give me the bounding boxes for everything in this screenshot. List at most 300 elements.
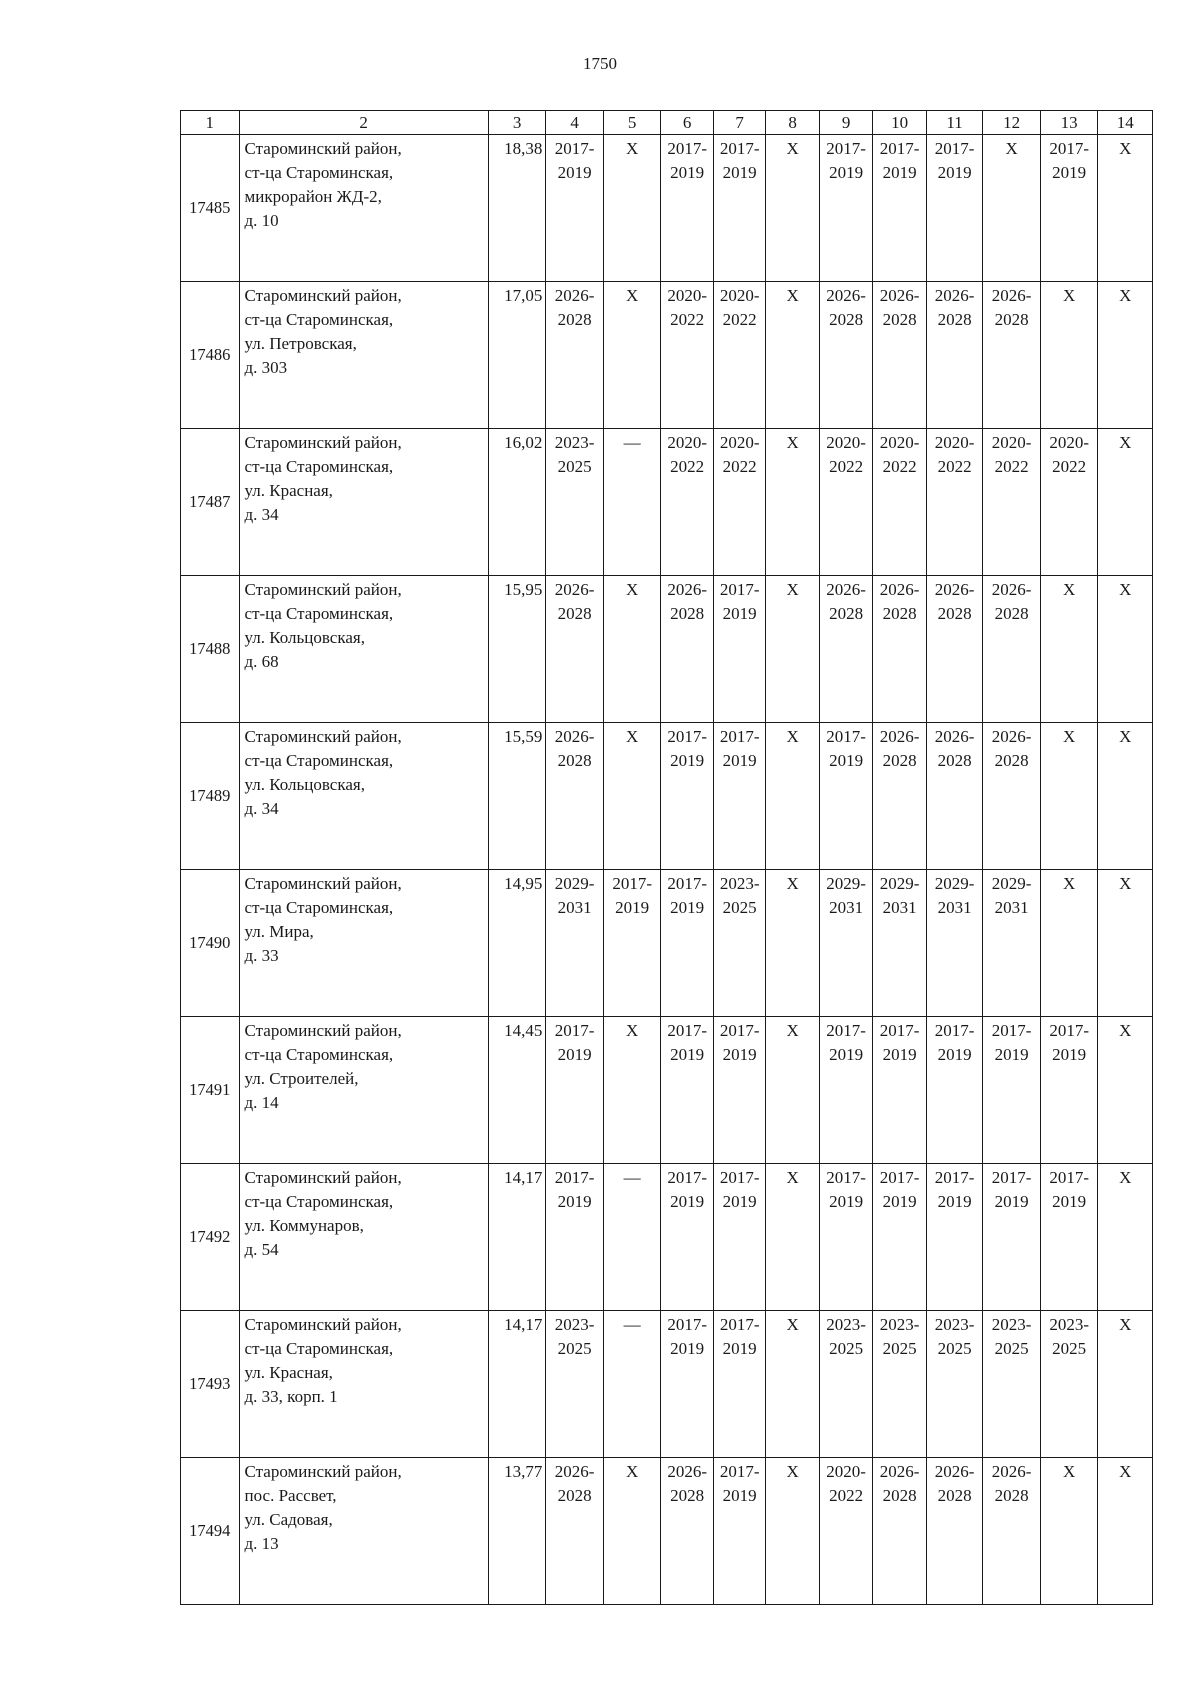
period-cell-col-8 <box>766 1164 819 1311</box>
table-row <box>181 576 1153 723</box>
period-text: 2017- <box>879 1168 920 1187</box>
table-row <box>181 1311 1153 1458</box>
period-text: 2026- <box>991 286 1032 305</box>
period-text: 2017- <box>719 1462 760 1481</box>
period-cell-col-13 <box>1040 1458 1098 1605</box>
period-cell-col-14 <box>1098 1311 1153 1458</box>
period-text: X <box>786 727 799 746</box>
period-cell-col-7 <box>713 723 765 870</box>
period-cell-col-12 <box>983 576 1041 723</box>
period-text: X <box>786 1315 799 1334</box>
period-text: 2023- <box>934 1315 975 1334</box>
period-cell-col-8 <box>766 870 819 1017</box>
period-cell-col-8 <box>766 723 819 870</box>
period-cell-col-13 <box>1040 135 1098 282</box>
period-text: 2019 <box>882 1192 917 1211</box>
period-text: 2017- <box>934 139 975 158</box>
period-text: X <box>1119 1462 1132 1481</box>
period-text: 2022 <box>722 310 757 329</box>
period-text: 2017- <box>667 1021 707 1040</box>
address-line: ул. Мира, <box>244 922 314 941</box>
address-line: д. 34 <box>244 505 279 524</box>
address-line: ст-ца Староминская, <box>244 310 394 329</box>
period-cell-col-14 <box>1098 723 1153 870</box>
period-text: 2028 <box>994 1486 1029 1505</box>
period-text: 2020- <box>719 433 760 452</box>
row-number: 17494 <box>181 1458 240 1605</box>
period-text: 2017- <box>991 1021 1032 1040</box>
period-text: 2019 <box>1052 1045 1087 1064</box>
period-text: 2019 <box>670 1339 705 1358</box>
period-cell-col-13 <box>1040 576 1098 723</box>
period-cell-col-9 <box>819 1017 872 1164</box>
period-text: X <box>1063 727 1076 746</box>
period-text: 2029- <box>934 874 975 893</box>
period-cell-col-6 <box>661 135 713 282</box>
period-cell-col-9 <box>819 870 872 1017</box>
row-number: 17490 <box>181 870 240 1017</box>
period-cell-col-6 <box>661 1458 713 1605</box>
period-text: 2017- <box>934 1168 975 1187</box>
period-cell-col-6 <box>661 1017 713 1164</box>
period-cell-col-14 <box>1098 870 1153 1017</box>
row-number: 17493 <box>181 1311 240 1458</box>
register-table <box>180 110 1153 1605</box>
period-text: 2028 <box>937 751 972 770</box>
address-line: д. 54 <box>244 1240 279 1259</box>
period-text: 2017- <box>667 727 707 746</box>
address-line: ул. Кольцовская, <box>244 775 365 794</box>
address-cell <box>239 135 488 282</box>
period-cell-col-6 <box>661 1164 713 1311</box>
period-cell-col-5 <box>603 1164 661 1311</box>
period-text: 2029- <box>879 874 920 893</box>
period-cell-col-6 <box>661 429 713 576</box>
period-text: 2017- <box>826 139 866 158</box>
period-text: 2019 <box>557 1045 592 1064</box>
address-cell <box>239 576 488 723</box>
period-text: 2026- <box>934 727 975 746</box>
period-cell-col-12 <box>983 429 1041 576</box>
period-text: 2028 <box>670 604 705 623</box>
period-cell-col-5 <box>603 576 661 723</box>
period-text: 2022 <box>1052 457 1087 476</box>
period-text: 2031 <box>557 898 592 917</box>
row-number: 17487 <box>181 429 240 576</box>
period-text: 2019 <box>722 1486 757 1505</box>
address-line: ст-ца Староминская, <box>244 163 394 182</box>
period-text: 2017- <box>879 1021 920 1040</box>
period-text: 2026- <box>667 1462 707 1481</box>
period-cell-col-11 <box>926 429 983 576</box>
period-text: 2017- <box>719 1021 760 1040</box>
period-text: 2017- <box>826 1021 866 1040</box>
address-line: д. 68 <box>244 652 279 671</box>
address-line: Староминский район, <box>244 1168 402 1187</box>
area-cell: 14,17 <box>488 1164 546 1311</box>
period-cell-col-14 <box>1098 1458 1153 1605</box>
period-text: 2017- <box>667 1315 707 1334</box>
period-cell-col-12 <box>983 135 1041 282</box>
period-cell-col-11 <box>926 282 983 429</box>
period-cell-col-10 <box>873 723 926 870</box>
period-cell-col-9 <box>819 1458 872 1605</box>
address-line: ст-ца Староминская, <box>244 457 394 476</box>
period-text: 2020- <box>991 433 1032 452</box>
period-text: 2019 <box>722 1339 757 1358</box>
period-text: 2019 <box>829 1192 864 1211</box>
address-line: микрорайон ЖД-2, <box>244 187 382 206</box>
period-text: 2017- <box>826 1168 866 1187</box>
period-text: 2019 <box>937 1045 972 1064</box>
period-text: X <box>626 139 639 158</box>
table-row <box>181 1164 1153 1311</box>
period-text: 2017- <box>667 139 707 158</box>
period-text: X <box>786 1462 799 1481</box>
period-text: 2019 <box>829 163 864 182</box>
period-text: 2019 <box>1052 1192 1087 1211</box>
column-header-row <box>181 111 1153 135</box>
period-text: 2019 <box>994 1192 1029 1211</box>
address-cell <box>239 429 488 576</box>
period-text: X <box>1119 1021 1132 1040</box>
column-header-7: 7 <box>713 111 765 135</box>
period-cell-col-5 <box>603 135 661 282</box>
address-line: д. 33 <box>244 946 279 965</box>
period-text: 2026- <box>667 580 707 599</box>
address-line: ул. Красная, <box>244 1363 333 1382</box>
period-cell-col-10 <box>873 429 926 576</box>
period-cell-col-13 <box>1040 723 1098 870</box>
period-cell-col-5 <box>603 870 661 1017</box>
period-text: 2017- <box>719 580 760 599</box>
period-cell-col-12 <box>983 1164 1041 1311</box>
period-text: 2017- <box>826 727 866 746</box>
period-cell-col-13 <box>1040 870 1098 1017</box>
period-text: 2026- <box>934 1462 975 1481</box>
period-text: 2017- <box>554 1168 595 1187</box>
period-text: X <box>786 580 799 599</box>
period-cell-col-10 <box>873 1458 926 1605</box>
period-text: 2025 <box>882 1339 917 1358</box>
area-cell: 15,95 <box>488 576 546 723</box>
address-line: Староминский район, <box>244 874 402 893</box>
area-cell: 15,59 <box>488 723 546 870</box>
period-cell-col-14 <box>1098 1164 1153 1311</box>
period-text: 2023- <box>991 1315 1032 1334</box>
period-text: 2028 <box>557 604 592 623</box>
period-text: 2019 <box>1052 163 1087 182</box>
table-row <box>181 1458 1153 1605</box>
period-cell-col-8 <box>766 576 819 723</box>
table-row <box>181 429 1153 576</box>
period-text: X <box>1119 580 1132 599</box>
period-text: — <box>623 1315 641 1334</box>
period-text: 2019 <box>722 1045 757 1064</box>
period-text: 2026- <box>879 286 920 305</box>
period-cell-col-9 <box>819 1311 872 1458</box>
period-text: X <box>1119 1315 1132 1334</box>
period-cell-col-13 <box>1040 1017 1098 1164</box>
period-text: 2023- <box>879 1315 920 1334</box>
period-text: X <box>626 580 639 599</box>
address-line: Староминский район, <box>244 1315 402 1334</box>
period-text: 2026- <box>934 286 975 305</box>
period-cell-col-4 <box>546 1164 604 1311</box>
period-cell-col-6 <box>661 282 713 429</box>
column-header-3: 3 <box>488 111 546 135</box>
table-row <box>181 723 1153 870</box>
period-text: 2023- <box>554 1315 595 1334</box>
area-cell: 13,77 <box>488 1458 546 1605</box>
address-cell <box>239 1458 488 1605</box>
period-text: 2017- <box>554 139 595 158</box>
address-line: Староминский район, <box>244 433 402 452</box>
period-cell-col-12 <box>983 723 1041 870</box>
address-line: ул. Красная, <box>244 481 333 500</box>
period-cell-col-14 <box>1098 576 1153 723</box>
period-text: 2019 <box>670 1192 705 1211</box>
period-text: — <box>623 433 641 452</box>
period-cell-col-9 <box>819 135 872 282</box>
period-text: 2019 <box>829 751 864 770</box>
period-cell-col-5 <box>603 1458 661 1605</box>
period-cell-col-4 <box>546 429 604 576</box>
period-cell-col-14 <box>1098 1017 1153 1164</box>
table-row <box>181 135 1153 282</box>
period-text: 2017- <box>667 1168 707 1187</box>
period-text: 2019 <box>615 898 650 917</box>
period-text: 2028 <box>829 310 864 329</box>
period-text: 2031 <box>937 898 972 917</box>
period-text: 2028 <box>557 310 592 329</box>
period-cell-col-12 <box>983 282 1041 429</box>
address-line: д. 33, корп. 1 <box>244 1387 338 1406</box>
period-cell-col-10 <box>873 1017 926 1164</box>
period-text: X <box>786 286 799 305</box>
period-text: 2026- <box>826 286 866 305</box>
period-cell-col-12 <box>983 1017 1041 1164</box>
address-line: ст-ца Староминская, <box>244 1192 394 1211</box>
period-cell-col-10 <box>873 1311 926 1458</box>
period-text: 2017- <box>719 1315 760 1334</box>
column-header-8: 8 <box>766 111 819 135</box>
period-cell-col-5 <box>603 723 661 870</box>
address-line: д. 303 <box>244 358 288 377</box>
period-text: 2020- <box>826 433 866 452</box>
period-text: X <box>626 1462 639 1481</box>
period-text: 2026- <box>934 580 975 599</box>
period-text: 2029- <box>991 874 1032 893</box>
period-text: 2031 <box>829 898 864 917</box>
period-cell-col-7 <box>713 576 765 723</box>
address-line: пос. Рассвет, <box>244 1486 337 1505</box>
period-cell-col-4 <box>546 135 604 282</box>
period-text: 2017- <box>1049 1168 1089 1187</box>
period-cell-col-4 <box>546 1458 604 1605</box>
period-text: 2028 <box>994 310 1029 329</box>
period-text: X <box>1119 139 1132 158</box>
period-text: 2020- <box>667 433 707 452</box>
period-text: 2026- <box>554 1462 595 1481</box>
period-text: 2026- <box>991 727 1032 746</box>
period-cell-col-6 <box>661 723 713 870</box>
period-cell-col-7 <box>713 1458 765 1605</box>
period-cell-col-12 <box>983 1458 1041 1605</box>
period-text: 2026- <box>879 1462 920 1481</box>
period-cell-col-11 <box>926 1164 983 1311</box>
column-header-13: 13 <box>1040 111 1098 135</box>
area-cell: 14,17 <box>488 1311 546 1458</box>
period-text: 2026- <box>826 580 866 599</box>
period-text: 2025 <box>1052 1339 1087 1358</box>
column-header-12: 12 <box>983 111 1041 135</box>
row-number: 17492 <box>181 1164 240 1311</box>
address-line: д. 10 <box>244 211 279 230</box>
address-line: д. 34 <box>244 799 279 818</box>
period-text: 2022 <box>670 457 705 476</box>
address-line: ул. Садовая, <box>244 1510 333 1529</box>
period-text: 2019 <box>829 1045 864 1064</box>
address-cell <box>239 870 488 1017</box>
period-text: 2020- <box>1049 433 1089 452</box>
period-text: 2028 <box>670 1486 705 1505</box>
address-line: ст-ца Староминская, <box>244 751 394 770</box>
period-text: 2019 <box>994 1045 1029 1064</box>
period-text: 2022 <box>829 1486 864 1505</box>
address-cell <box>239 723 488 870</box>
period-cell-col-6 <box>661 870 713 1017</box>
address-line: Староминский район, <box>244 580 402 599</box>
address-line: Староминский район, <box>244 286 402 305</box>
period-text: X <box>626 727 639 746</box>
address-line: ст-ца Староминская, <box>244 604 394 623</box>
row-number: 17486 <box>181 282 240 429</box>
period-cell-col-12 <box>983 1311 1041 1458</box>
period-cell-col-11 <box>926 1458 983 1605</box>
period-text: X <box>626 1021 639 1040</box>
period-text: 2019 <box>882 1045 917 1064</box>
period-text: 2029- <box>554 874 595 893</box>
period-cell-col-5 <box>603 429 661 576</box>
period-text: X <box>786 139 799 158</box>
table-row <box>181 870 1153 1017</box>
period-text: X <box>786 1021 799 1040</box>
period-text: 2022 <box>829 457 864 476</box>
period-cell-col-8 <box>766 135 819 282</box>
column-header-11: 11 <box>926 111 983 135</box>
period-cell-col-8 <box>766 1311 819 1458</box>
period-cell-col-7 <box>713 1311 765 1458</box>
period-cell-col-10 <box>873 576 926 723</box>
period-text: 2019 <box>722 751 757 770</box>
row-number: 17488 <box>181 576 240 723</box>
period-cell-col-11 <box>926 723 983 870</box>
period-text: X <box>1119 1168 1132 1187</box>
address-cell <box>239 1017 488 1164</box>
period-cell-col-4 <box>546 1017 604 1164</box>
period-text: 2019 <box>722 1192 757 1211</box>
period-text: X <box>1063 1462 1076 1481</box>
table-row <box>181 282 1153 429</box>
period-text: 2025 <box>557 1339 592 1358</box>
period-text: 2019 <box>882 163 917 182</box>
period-text: 2031 <box>994 898 1029 917</box>
column-header-10: 10 <box>873 111 926 135</box>
period-cell-col-7 <box>713 135 765 282</box>
period-cell-col-7 <box>713 1017 765 1164</box>
period-text: 2028 <box>937 604 972 623</box>
period-text: 2023- <box>554 433 595 452</box>
period-text: 2028 <box>882 310 917 329</box>
period-text: 2017- <box>879 139 920 158</box>
period-cell-col-4 <box>546 870 604 1017</box>
period-text: 2019 <box>722 163 757 182</box>
period-text: 2025 <box>994 1339 1029 1358</box>
table-row <box>181 1017 1153 1164</box>
period-cell-col-9 <box>819 429 872 576</box>
period-text: 2025 <box>829 1339 864 1358</box>
period-text: 2019 <box>937 1192 972 1211</box>
period-text: 2031 <box>882 898 917 917</box>
area-cell: 16,02 <box>488 429 546 576</box>
period-cell-col-5 <box>603 1017 661 1164</box>
period-text: 2029- <box>826 874 866 893</box>
period-text: 2017- <box>719 139 760 158</box>
period-cell-col-14 <box>1098 282 1153 429</box>
row-number: 17489 <box>181 723 240 870</box>
address-line: Староминский район, <box>244 727 402 746</box>
period-cell-col-14 <box>1098 429 1153 576</box>
period-text: 2026- <box>991 1462 1032 1481</box>
period-text: 2017- <box>991 1168 1032 1187</box>
period-cell-col-6 <box>661 1311 713 1458</box>
period-cell-col-13 <box>1040 429 1098 576</box>
period-text: 2019 <box>670 163 705 182</box>
column-header-14: 14 <box>1098 111 1153 135</box>
period-text: — <box>623 1168 641 1187</box>
period-text: 2020- <box>826 1462 866 1481</box>
address-line: Староминский район, <box>244 1021 402 1040</box>
period-text: 2028 <box>882 751 917 770</box>
period-text: 2019 <box>557 163 592 182</box>
period-cell-col-8 <box>766 1017 819 1164</box>
table-body <box>181 111 1153 1605</box>
period-text: 2017- <box>667 874 707 893</box>
period-cell-col-13 <box>1040 1164 1098 1311</box>
period-cell-col-9 <box>819 282 872 429</box>
address-cell <box>239 1164 488 1311</box>
period-text: 2026- <box>554 727 595 746</box>
column-header-4: 4 <box>546 111 604 135</box>
period-cell-col-7 <box>713 1164 765 1311</box>
period-text: 2019 <box>557 1192 592 1211</box>
period-cell-col-11 <box>926 576 983 723</box>
period-text: X <box>786 1168 799 1187</box>
period-text: 2020- <box>667 286 707 305</box>
period-cell-col-6 <box>661 576 713 723</box>
period-cell-col-5 <box>603 1311 661 1458</box>
period-text: 2026- <box>879 580 920 599</box>
period-text: X <box>786 874 799 893</box>
period-cell-col-11 <box>926 1311 983 1458</box>
address-cell <box>239 282 488 429</box>
address-line: ул. Петровская, <box>244 334 357 353</box>
period-text: 2019 <box>722 604 757 623</box>
column-header-9: 9 <box>819 111 872 135</box>
period-text: X <box>786 433 799 452</box>
period-text: 2026- <box>554 580 595 599</box>
